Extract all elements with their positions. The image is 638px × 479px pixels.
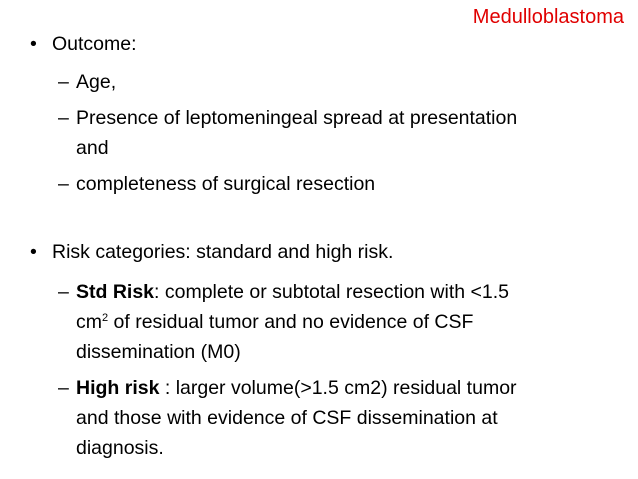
dash-glyph: – xyxy=(58,377,69,399)
risk-heading: Risk categories: standard and high risk. xyxy=(52,241,394,263)
dash-glyph: – xyxy=(58,281,69,303)
std-risk-line-3: dissemination (M0) xyxy=(76,341,241,363)
slide-title: Medulloblastoma xyxy=(472,6,624,28)
outcome-item-age xyxy=(58,68,116,96)
std-risk-label: Std Risk xyxy=(76,281,155,303)
std-risk-text: of residual tumor and no evidence of CSF xyxy=(108,311,474,333)
bullet-glyph: • xyxy=(30,241,37,263)
risk-bullet xyxy=(30,238,393,266)
high-risk-line-2: and those with evidence of CSF dissemination at xyxy=(76,407,498,429)
outcome-item-text: Presence of leptomeningeal spread at presentation xyxy=(76,107,518,129)
dash-glyph: – xyxy=(58,107,69,129)
std-risk-superscript: 2 xyxy=(102,312,109,324)
outcome-item-spread xyxy=(58,104,517,132)
outcome-bullet xyxy=(30,30,137,58)
high-risk-line-3: diagnosis. xyxy=(76,437,164,459)
dash-glyph: – xyxy=(58,71,69,93)
dash-glyph: – xyxy=(58,173,69,195)
high-risk-text: : larger volume(>1.5 cm2) residual tumor xyxy=(159,377,517,399)
outcome-item-text: Age, xyxy=(76,71,117,93)
high-risk-line-1 xyxy=(58,374,517,402)
std-risk-line-1 xyxy=(58,278,509,306)
std-risk-text: : complete or subtotal resection with <1.5 xyxy=(154,281,510,303)
bullet-glyph: • xyxy=(30,33,37,55)
outcome-heading: Outcome: xyxy=(52,33,137,55)
std-risk-unit: cm xyxy=(76,311,102,333)
outcome-item-resection xyxy=(58,170,375,198)
outcome-item-spread-cont: and xyxy=(76,137,109,159)
std-risk-line-2 xyxy=(76,308,473,336)
high-risk-label: High risk xyxy=(76,377,160,399)
outcome-item-text: completeness of surgical resection xyxy=(76,173,376,195)
